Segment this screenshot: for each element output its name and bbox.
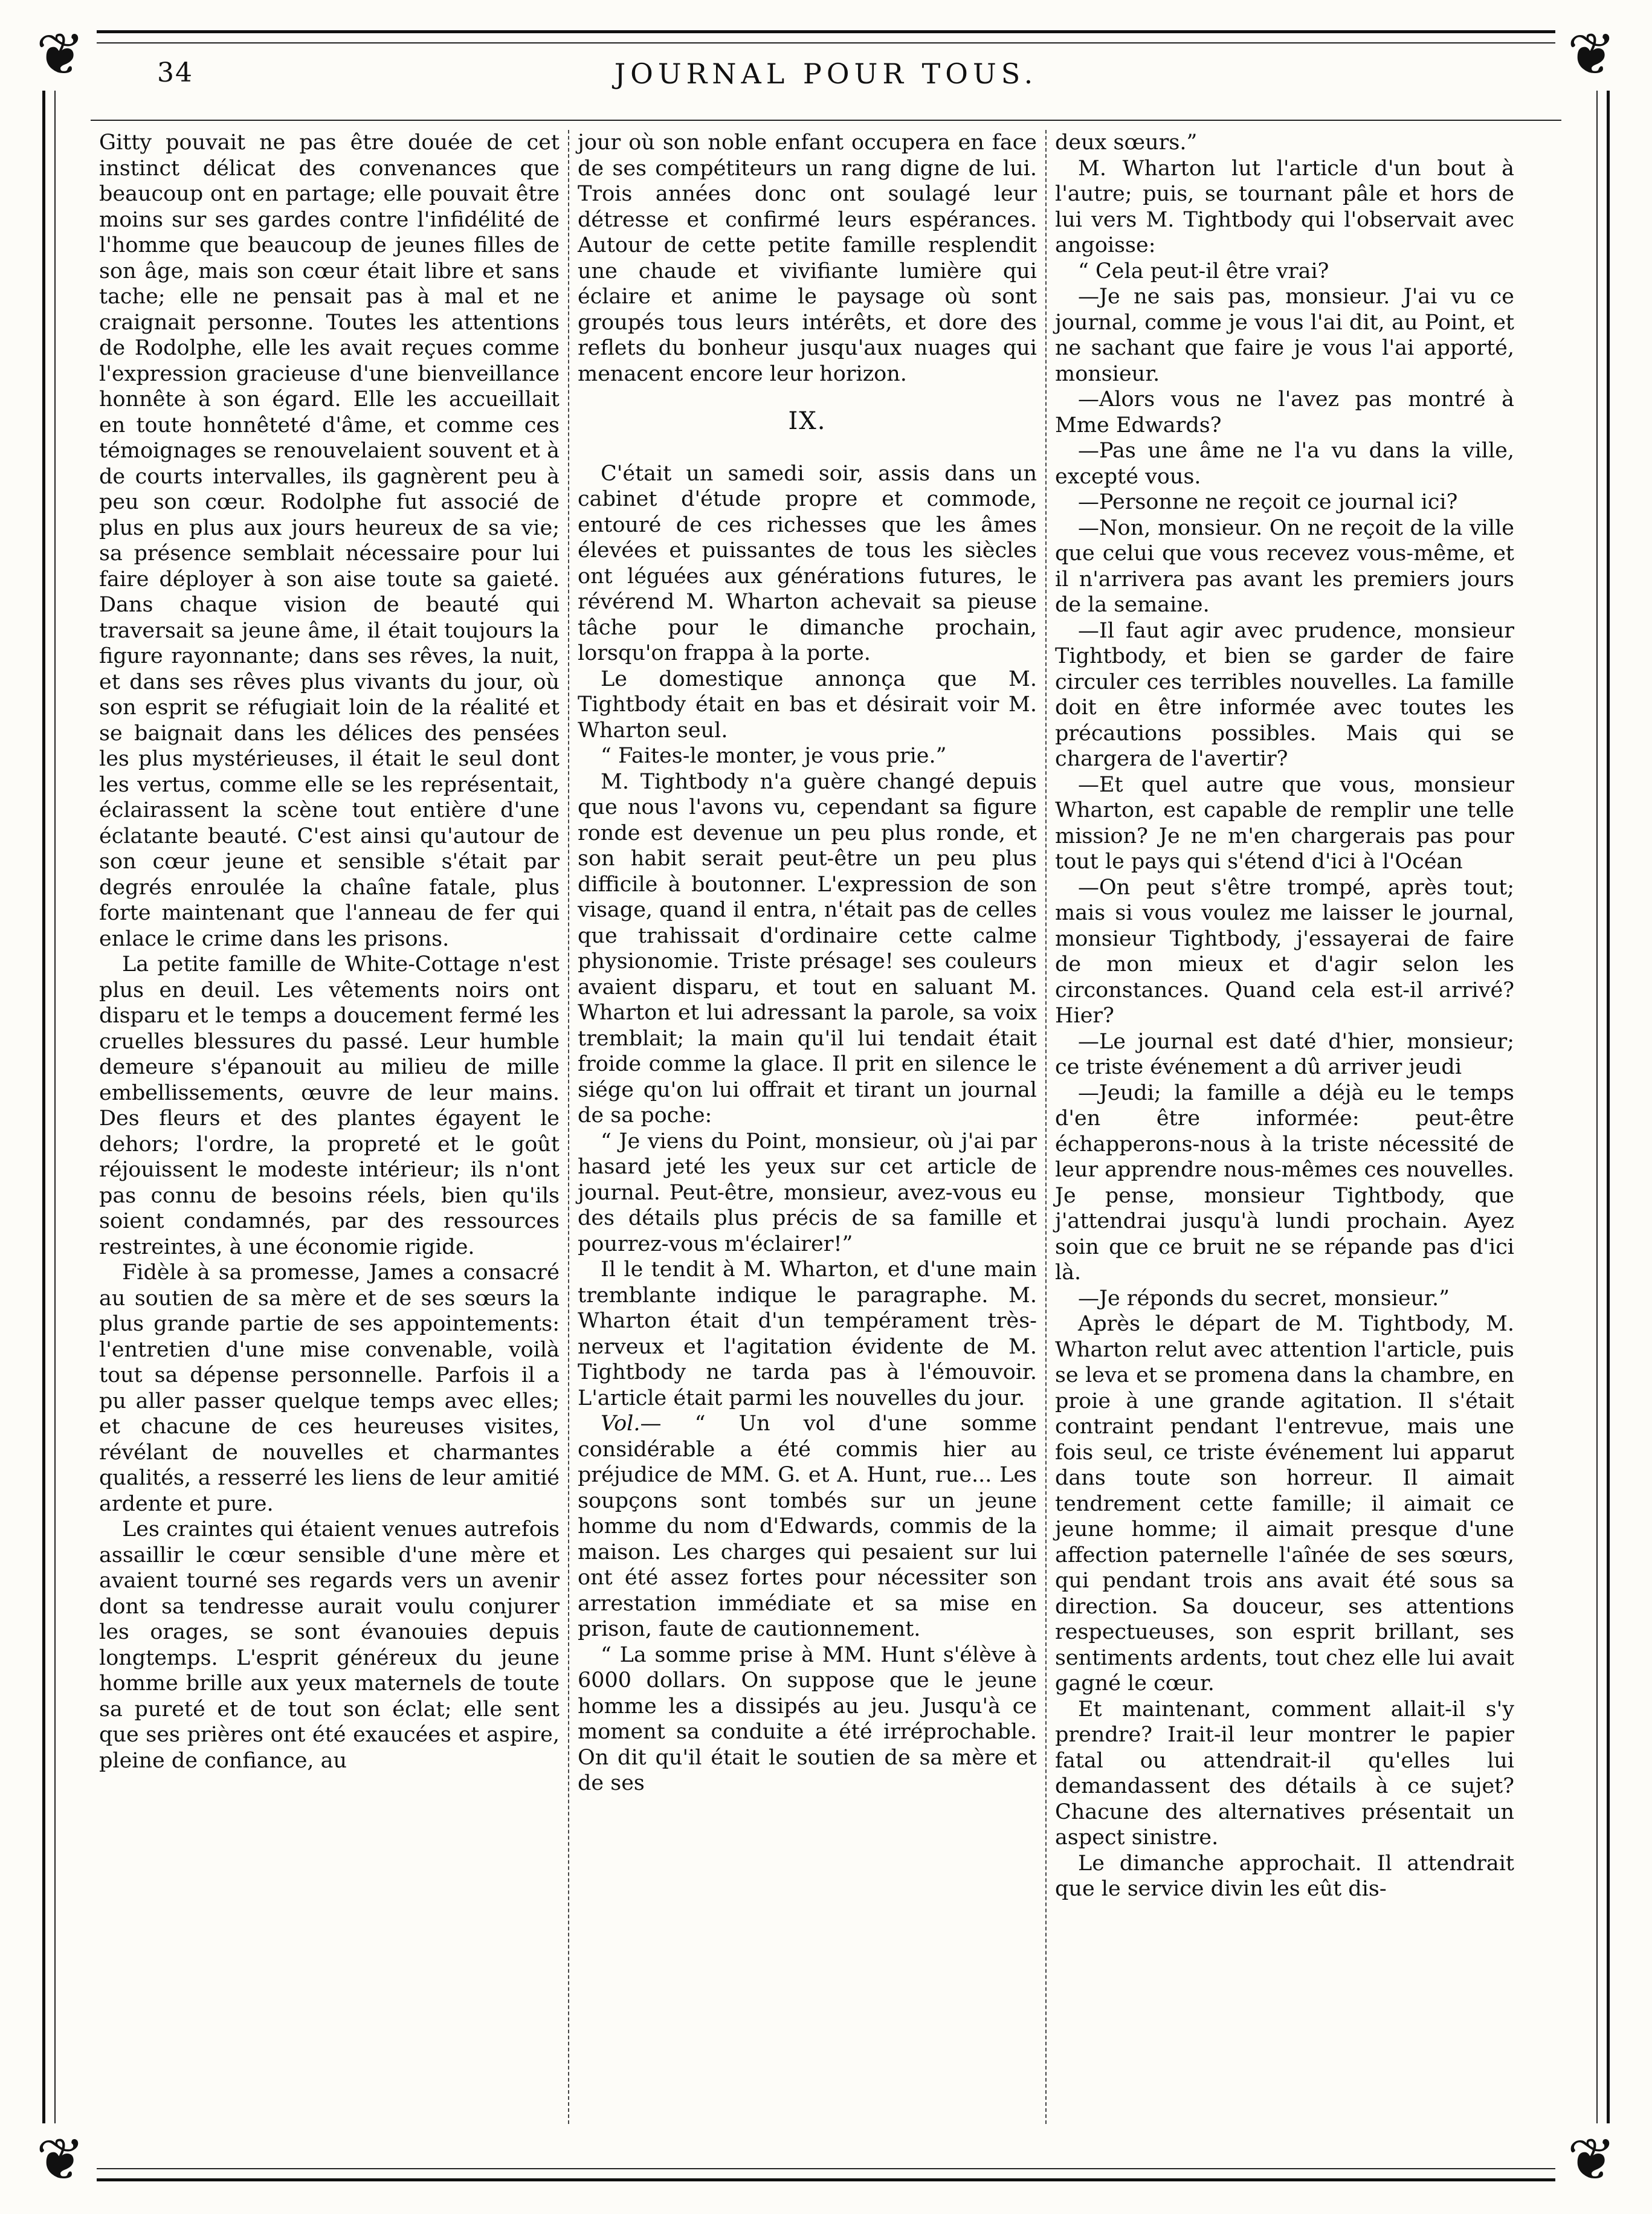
journal-title: JOURNAL POUR TOUS.	[614, 57, 1038, 90]
paragraph: “ Cela peut-il être vrai?	[1078, 259, 1329, 283]
paragraph: La petite famille de White-Cottage n'est plus en deuil. Les vêtements noirs ont disparu et le temps a doucement fermé les cruelles blessures du passé. Leur humble demeure s'épanouit au milieu de mille embellissements, œuvre de leur mains. Des fleurs et des plantes égayent le dehors; l'ordre, la propreté et le goût réjouissent le modeste intérieur; ils n'ont pas connu de besoins réels, bien qu'ils soient condamnés, par des ressources restreintes, à une économie rigide.	[99, 952, 560, 1259]
text-columns	[91, 130, 1565, 2124]
floral-corner-ornament-icon: ❦	[1555, 2123, 1628, 2196]
paragraph: “ Faites-le monter, je vous prie.”	[601, 744, 947, 768]
paragraph: —Jeudi; la famille a déjà eu le temps d'en être informée: peut-être échapperons-nous à la triste nécessité de leur apprendre nous-mêmes ces nouvelles. Je pense, monsieur Tightbody, que j'attendrai jusqu'à lundi prochain. Ayez soin que ce bruit ne se répande pas d'ici là.	[1055, 1080, 1515, 1285]
paragraph: M. Tightbody n'a guère changé depuis que nous l'avons vu, cependant sa figure ronde est devenue un peu plus ronde, et son habit serait peut-être un peu plus difficile à boutonner. L'expression de son visage, quand il entra, n'était pas de celles que trahissait d'ordinaire cette calme physionomie. Triste présage! ses couleurs avaient disparu, et tout en saluant M. Wharton et lui adressant la parole, sa voix tremblait; la main qu'il lui tendait était froide comme la glace. Il prit en silence le siége qu'on lui offrait et tirant un journal de sa poche:	[578, 769, 1037, 1128]
vol-label: Vol.	[601, 1412, 640, 1436]
paragraph: jour où son noble enfant occupera en face de ses compétiteurs un rang digne de lui. Trois années donc ont soulagé leur détresse et confirmé leurs espérances. Autour de cette petite famille resplendit une chaude et vivifiante lumière qui éclaire et anime le paysage où sont groupés tous leurs intérêts, et dore des reflets du bonheur jusqu'aux nuages qui menacent encore leur horizon.	[578, 131, 1037, 386]
column-3	[1045, 130, 1523, 2124]
floral-corner-ornament-icon: ❦	[24, 2123, 97, 2196]
paragraph: “ La somme prise à MM. Hunt s'élève à 6000 dollars. On suppose que le jeune homme les a dissipés au jeu. Jusqu'à ce moment sa conduite a été irréprochable. On dit qu'il était le soutien de sa mère et de ses	[578, 1642, 1037, 1795]
vol-text: — “ Un vol d'une somme considérable a été commis hier au préjudice de MM. G. et A. Hunt, rue... Les soupçons sont tombés sur un jeune homme du nom d'Edwards, commis de la maison. Les charges qui pesaient sur lui ont été assez fortes pour nécessiter son arrestation immédiate et sa mise en prison, faute de cautionnement.	[578, 1412, 1037, 1641]
header-rule	[91, 120, 1561, 121]
paragraph: Et maintenant, comment allait-il s'y prendre? Irait-il leur montrer le papier fatal ou attendrait-il qu'elles lui demandassent des détails à ce sujet? Chacune des alternatives présentait un aspect sinistre.	[1055, 1697, 1514, 1850]
running-header	[109, 57, 1543, 112]
page-number: 34	[157, 57, 193, 88]
paragraph: Gitty pouvait ne pas être douée de cet instinct délicat des convenances que beaucoup ont en partage; elle pouvait être moins sur ses gardes contre l'infidélité de l'homme que beaucoup de jeunes filles de son âge, mais son cœur était libre et sans tache; elle ne pensait pas à mal et ne craignait personne. Toutes les attentions de Rodolphe, elle les avait reçues comme l'expression gracieuse d'une bienveillance honnête à son égard. Elle les accueillait en toute honnêteté d'âme, et comme ces témoignages se renouvelaient souvent et à de courts intervalles, ils gagnèrent peu à peu son cœur. Rodolphe fut associé de plus en plus aux jours heureux de sa vie; sa présence semblait nécessaire pour lui faire déployer à son aise toute sa gaieté. Dans chaque vision de beauté qui traversait sa jeune âme, il était toujours la figure rayonnante; dans ses rêves, la nuit, et dans ses rêves plus vivants du jour, où son esprit se réfugiait loin de la réalité et se baignait dans les délices des pensées les plus mystérieuses, il était le seul dont les vertus, comme elle se les représentait, éclairassent la scène tout entière d'une éclatante beauté. C'est ainsi qu'autour de son cœur jeune et sensible s'était par degrés enroulée la chaîne fatale, plus forte maintenant que l'anneau de fer qui enlace le crime dans les prisons.	[99, 131, 560, 951]
paragraph: deux sœurs.”	[1055, 131, 1198, 155]
floral-corner-ornament-icon: ❦	[24, 18, 97, 91]
paragraph: —On peut s'être trompé, après tout; mais si vous voulez me laisser le journal, monsieur Tightbody, j'essayerai de faire de mon mieux et d'agir selon les circonstances. Quand cela est-il arrivé? Hier?	[1055, 875, 1514, 1028]
paragraph: —Alors vous ne l'avez pas montré à Mme Edwards?	[1055, 387, 1514, 437]
paragraph: —Non, monsieur. On ne reçoit de la ville que celui que vous recevez vous-même, et il n'arrivera pas avant les premiers jours de la semaine.	[1055, 515, 1514, 617]
paragraph: —Personne ne reçoit ce journal ici?	[1078, 490, 1458, 514]
paragraph: —Je ne sais pas, monsieur. J'ai vu ce journal, comme je vous l'ai dit, au Point, et ne sachant que faire je vous l'ai apporté, monsieur.	[1055, 285, 1514, 386]
paragraph: Il le tendit à M. Wharton, et d'une main tremblante indique le paragraphe. M. Wharton était d'un tempérament très-nerveux et l'agitation évidente de M. Tightbody ne tarda pas à l'émouvoir. L'article était parmi les nouvelles du jour.	[578, 1257, 1037, 1410]
paragraph: —Il faut agir avec prudence, monsieur Tightbody, et bien se garder de faire circuler ces terribles nouvelles. La famille doit en être informée avec toutes les précautions possibles. Mais qui se chargera de l'avertir?	[1055, 618, 1514, 771]
paragraph: C'était un samedi soir, assis dans un cabinet d'étude propre et commode, entouré de ces richesses que les âmes élevées et puissantes de tous les siècles ont léguées aux générations futures, le révérend M. Wharton achevait sa pieuse tâche pour le dimanche prochain, lorsqu'on frappa à la porte.	[578, 461, 1037, 665]
paragraph: Le dimanche approchait. Il attendrait que le service divin les eût dis-	[1055, 1851, 1514, 1901]
paragraph: —Le journal est daté d'hier, monsieur; ce triste événement a dû arriver jeudi	[1055, 1029, 1514, 1079]
paragraph: —Pas une âme ne l'a vu dans la ville, excepté vous.	[1055, 439, 1514, 489]
floral-corner-ornament-icon: ❦	[1555, 18, 1628, 91]
paragraph: “ Je viens du Point, monsieur, où j'ai par hasard jeté les yeux sur cet article de journal. Peut-être, monsieur, avez-vous eu des détails plus précis de sa famille et pourrez-vous m'éclairer!”	[578, 1129, 1037, 1256]
paragraph: —Je réponds du secret, monsieur.”	[1078, 1286, 1450, 1311]
paragraph: Après le départ de M. Tightbody, M. Wharton relut avec attention l'article, puis se leva et se promena dans la chambre, en proie à une grande agitation. Il s'était contraint pendant l'entrevue, mais une fois seul, ce triste événement lui apparut dans toute son horreur. Il aimait tendrement cette famille; il aimait ce jeune homme; il aimait presque d'une affection paternelle l'aînée de ses sœurs, qui pendant trois ans avait été sous sa direction. Sa douceur, ses attentions respectueuses, son esprit brillant, ses sentiments ardents, tout chez elle lui avait gagné le cœur.	[1055, 1312, 1514, 1696]
vol-paragraph	[578, 1411, 1037, 1642]
column-1	[91, 130, 568, 2124]
paragraph: —Et quel autre que vous, monsieur Wharton, est capable de remplir une telle mission? Je ne m'en chargerais pas pour tout le pays qui s'étend d'ici à l'Océan	[1055, 772, 1514, 874]
section-heading: IX.	[788, 407, 827, 435]
paragraph: Le domestique annonça que M. Tightbody était en bas et désirait voir M. Wharton seul.	[578, 666, 1037, 743]
paragraph: Les craintes qui étaient venues autrefois assaillir le cœur sensible d'une mère et avaient tourné ses regards vers un avenir dont sa tendresse aurait voulu conjurer les orages, se sont évanouies depuis longtemps. L'esprit généreux du jeune homme brille aux yeux maternels de toute sa pureté et de tout son éclat; elle sent que ses prières ont été exaucées et aspire, pleine de confiance, au	[99, 1517, 560, 1773]
column-2	[568, 130, 1045, 2124]
paragraph: Fidèle à sa promesse, James a consacré au soutien de sa mère et de ses sœurs la plus grande partie de ses appointements: l'entretien d'une mise convenable, voilà tout sa dépense personnelle. Parfois il a pu aller passer quelque temps avec elles; et chacune de ces heureuses visites, révélant de nouvelles et charmantes qualités, a resserré les liens de leur amitié ardente et pure.	[99, 1260, 560, 1516]
paragraph: M. Wharton lut l'article d'un bout à l'autre; puis, se tournant pâle et hors de lui vers M. Tightbody qui l'observait avec angoisse:	[1055, 156, 1514, 257]
